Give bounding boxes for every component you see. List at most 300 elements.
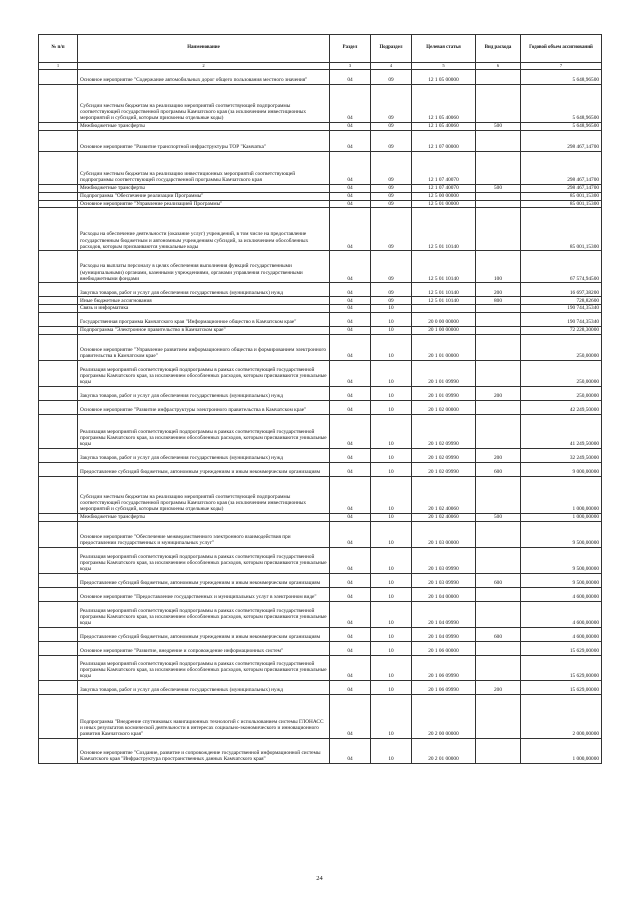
subsection-cell: 10 bbox=[371, 327, 412, 335]
target-article-cell: 20 2 01 00000 bbox=[412, 738, 476, 763]
table-row bbox=[39, 627, 602, 641]
row-number-cell bbox=[39, 334, 78, 360]
section-cell: 04 bbox=[330, 69, 371, 84]
expense-type-cell: 100 bbox=[476, 251, 521, 283]
row-number-cell bbox=[39, 184, 78, 192]
expense-type-cell bbox=[476, 360, 521, 386]
name-cell: Субсидии местным бюджетам на реализацию инвестиционных мероприятий соответствующей подпрограммы соответствующей государственной программы Камчатского края bbox=[78, 151, 330, 184]
table-row bbox=[39, 122, 602, 130]
target-article-cell: 20 1 06 00000 bbox=[412, 641, 476, 655]
table-row bbox=[39, 601, 602, 627]
name-cell: Межбюджетные трансферты bbox=[78, 184, 330, 192]
section-cell: 04 bbox=[330, 655, 371, 680]
column-index: 7 bbox=[521, 62, 602, 69]
target-article-cell: 12 5 01 10140 bbox=[412, 283, 476, 297]
target-article-cell: 20 1 04 00000 bbox=[412, 587, 476, 601]
section-cell: 04 bbox=[330, 641, 371, 655]
amount-cell: 250,00000 bbox=[521, 334, 602, 360]
column-index-row bbox=[39, 62, 602, 69]
target-article-cell: 12 5 00 00000 bbox=[412, 192, 476, 200]
expense-type-cell: 200 bbox=[476, 283, 521, 297]
target-article-cell: 20 0 00 00000 bbox=[412, 313, 476, 327]
table-row bbox=[39, 251, 602, 283]
name-cell: Расходы на выплаты персоналу в целях обеспечения выполнения функций государственными (муниципальными) органами, казенными учреждениями, органами управления государственными внебюджетными фондами bbox=[78, 251, 330, 283]
row-number-cell bbox=[39, 601, 78, 627]
row-number-cell bbox=[39, 680, 78, 694]
amount-cell: 15 629,00000 bbox=[521, 655, 602, 680]
table-row bbox=[39, 476, 602, 513]
subsection-cell: 10 bbox=[371, 313, 412, 327]
section-cell: 04 bbox=[330, 601, 371, 627]
expense-type-cell bbox=[476, 208, 521, 251]
subsection-cell: 10 bbox=[371, 414, 412, 448]
subsection-cell: 09 bbox=[371, 84, 412, 122]
section-cell: 04 bbox=[330, 283, 371, 297]
target-article-cell: 20 1 02 00000 bbox=[412, 400, 476, 414]
row-number-cell bbox=[39, 521, 78, 547]
subsection-cell: 10 bbox=[371, 305, 412, 313]
row-number-cell bbox=[39, 627, 78, 641]
table-row bbox=[39, 334, 602, 360]
table-row bbox=[39, 283, 602, 297]
target-article-cell: 20 1 01 09990 bbox=[412, 386, 476, 400]
section-cell: 04 bbox=[330, 521, 371, 547]
row-number-cell bbox=[39, 327, 78, 335]
table-row bbox=[39, 192, 602, 200]
expense-type-cell: 200 bbox=[476, 680, 521, 694]
name-cell: Государственная программа Камчатского края "Информационное общество в Камчатском крае" bbox=[78, 313, 330, 327]
section-cell: 04 bbox=[330, 327, 371, 335]
table-row bbox=[39, 69, 602, 84]
target-article-cell: 20 1 06 09990 bbox=[412, 655, 476, 680]
name-cell: Закупка товаров, работ и услуг для обеспечения государственных (муниципальных) нужд bbox=[78, 448, 330, 462]
amount-cell: 250,00000 bbox=[521, 386, 602, 400]
expense-type-cell bbox=[476, 84, 521, 122]
row-number-cell bbox=[39, 587, 78, 601]
row-number-cell bbox=[39, 192, 78, 200]
amount-cell: 5 648,96500 bbox=[521, 84, 602, 122]
amount-cell: 298 467,14700 bbox=[521, 130, 602, 151]
target-article-cell: 20 1 06 09990 bbox=[412, 680, 476, 694]
amount-cell: 190 744,35340 bbox=[521, 313, 602, 327]
table-row bbox=[39, 386, 602, 400]
name-cell: Реализация мероприятий соответствующей подпрограммы в рамках соответствующей государственной программы Камчатского края, за исключением обособленных расходов, которым присваиваются уникальные коды bbox=[78, 655, 330, 680]
budget-table bbox=[38, 34, 602, 764]
subsection-cell: 09 bbox=[371, 192, 412, 200]
section-cell: 04 bbox=[330, 547, 371, 573]
name-cell: Иные бюджетные ассигнования bbox=[78, 297, 330, 305]
table-row bbox=[39, 305, 602, 313]
section-cell: 04 bbox=[330, 305, 371, 313]
table-row bbox=[39, 414, 602, 448]
subsection-cell: 10 bbox=[371, 547, 412, 573]
table-row bbox=[39, 694, 602, 738]
subsection-cell: 10 bbox=[371, 521, 412, 547]
row-number-cell bbox=[39, 200, 78, 208]
row-number-cell bbox=[39, 386, 78, 400]
section-cell: 04 bbox=[330, 334, 371, 360]
section-cell: 04 bbox=[330, 627, 371, 641]
target-article-cell: 20 1 04 09990 bbox=[412, 601, 476, 627]
table-row bbox=[39, 680, 602, 694]
name-cell: Межбюджетные трансферты bbox=[78, 122, 330, 130]
target-article-cell: 20 2 00 00000 bbox=[412, 694, 476, 738]
column-index: 2 bbox=[78, 62, 330, 69]
expense-type-cell: 600 bbox=[476, 573, 521, 587]
row-number-cell bbox=[39, 251, 78, 283]
header-cell: Подраздел bbox=[371, 35, 412, 63]
row-number-cell bbox=[39, 573, 78, 587]
subsection-cell: 10 bbox=[371, 655, 412, 680]
expense-type-cell: 600 bbox=[476, 627, 521, 641]
expense-type-cell bbox=[476, 521, 521, 547]
target-article-cell: 20 1 02 40060 bbox=[412, 476, 476, 513]
section-cell: 04 bbox=[330, 122, 371, 130]
table-row bbox=[39, 521, 602, 547]
row-number-cell bbox=[39, 151, 78, 184]
amount-cell: 4 600,00000 bbox=[521, 587, 602, 601]
target-article-cell: 20 1 02 40060 bbox=[412, 513, 476, 521]
target-article-cell: 12 1 05 40060 bbox=[412, 84, 476, 122]
subsection-cell: 10 bbox=[371, 334, 412, 360]
target-article-cell: 20 1 02 09990 bbox=[412, 462, 476, 476]
name-cell: Основное мероприятие "Обеспечение межведомственного электронного взаимодействия при предоставлении государственных и муниципальных услуг" bbox=[78, 521, 330, 547]
name-cell: Основное мероприятие "Развитие инфраструктуры электронного правительства в Камчатском крае" bbox=[78, 400, 330, 414]
document-sheet bbox=[38, 34, 601, 764]
subsection-cell: 10 bbox=[371, 680, 412, 694]
table-row bbox=[39, 130, 602, 151]
name-cell: Расходы на обеспечение деятельности (оказание услуг) учреждений, в том числе на предоставление государственным бюджетным и автономным учреждениям субсидий, за исключением обособленных расходов, которым присваиваются уникальные коды bbox=[78, 208, 330, 251]
section-cell: 04 bbox=[330, 251, 371, 283]
row-number-cell bbox=[39, 360, 78, 386]
amount-cell: 72 228,30000 bbox=[521, 327, 602, 335]
target-article-cell: 20 1 00 00000 bbox=[412, 327, 476, 335]
row-number-cell bbox=[39, 130, 78, 151]
row-number-cell bbox=[39, 297, 78, 305]
subsection-cell: 09 bbox=[371, 251, 412, 283]
expense-type-cell bbox=[476, 476, 521, 513]
amount-cell: 298 467,14700 bbox=[521, 184, 602, 192]
subsection-cell: 09 bbox=[371, 200, 412, 208]
section-cell: 04 bbox=[330, 573, 371, 587]
amount-cell: 67 574,94500 bbox=[521, 251, 602, 283]
section-cell: 04 bbox=[330, 184, 371, 192]
section-cell: 04 bbox=[330, 462, 371, 476]
amount-cell: 85 001,15300 bbox=[521, 192, 602, 200]
column-index: 4 bbox=[371, 62, 412, 69]
target-article-cell: 20 1 03 00000 bbox=[412, 521, 476, 547]
row-number-cell bbox=[39, 641, 78, 655]
expense-type-cell bbox=[476, 601, 521, 627]
section-cell: 04 bbox=[330, 694, 371, 738]
target-article-cell: 12 5 01 10140 bbox=[412, 297, 476, 305]
row-number-cell bbox=[39, 738, 78, 763]
table-row bbox=[39, 573, 602, 587]
column-index: 6 bbox=[476, 62, 521, 69]
section-cell: 04 bbox=[330, 414, 371, 448]
table-row bbox=[39, 327, 602, 335]
amount-cell: 1 000,00000 bbox=[521, 513, 602, 521]
name-cell: Подпрограмма "Внедрение спутниковых навигационных технологий с использованием системы ГЛОНАСС и иных результатов космической деятельности в интересах социально-экономического и инновационного развития Камчатского края" bbox=[78, 694, 330, 738]
subsection-cell: 09 bbox=[371, 151, 412, 184]
amount-cell: 9 500,00000 bbox=[521, 547, 602, 573]
name-cell: Закупка товаров, работ и услуг для обеспечения государственных (муниципальных) нужд bbox=[78, 283, 330, 297]
section-cell: 04 bbox=[330, 297, 371, 305]
row-number-cell bbox=[39, 694, 78, 738]
target-article-cell: 20 1 03 09990 bbox=[412, 573, 476, 587]
name-cell: Подпрограмма "Обеспечение реализации Программы" bbox=[78, 192, 330, 200]
target-article-cell: 12 5 01 10140 bbox=[412, 251, 476, 283]
expense-type-cell bbox=[476, 655, 521, 680]
target-article-cell: 20 1 01 09990 bbox=[412, 360, 476, 386]
column-index: 1 bbox=[39, 62, 78, 69]
expense-type-cell bbox=[476, 192, 521, 200]
header-cell: Наименование bbox=[78, 35, 330, 63]
section-cell: 04 bbox=[330, 208, 371, 251]
section-cell: 04 bbox=[330, 386, 371, 400]
amount-cell: 298 467,14700 bbox=[521, 151, 602, 184]
row-number-cell bbox=[39, 414, 78, 448]
subsection-cell: 09 bbox=[371, 297, 412, 305]
row-number-cell bbox=[39, 122, 78, 130]
subsection-cell: 09 bbox=[371, 208, 412, 251]
target-article-cell bbox=[412, 305, 476, 313]
section-cell: 04 bbox=[330, 313, 371, 327]
amount-cell: 9 500,00000 bbox=[521, 573, 602, 587]
name-cell: Подпрограмма "Электронное правительство в Камчатском крае" bbox=[78, 327, 330, 335]
table-row bbox=[39, 641, 602, 655]
amount-cell: 2 000,00000 bbox=[521, 694, 602, 738]
section-cell: 04 bbox=[330, 680, 371, 694]
table-row bbox=[39, 208, 602, 251]
amount-cell: 15 629,00000 bbox=[521, 680, 602, 694]
table-row bbox=[39, 360, 602, 386]
section-cell: 04 bbox=[330, 587, 371, 601]
expense-type-cell bbox=[476, 313, 521, 327]
name-cell: Предоставление субсидий бюджетным, автономным учреждениям и иным некоммерческим организациям bbox=[78, 462, 330, 476]
expense-type-cell: 800 bbox=[476, 297, 521, 305]
amount-cell: 85 001,15300 bbox=[521, 200, 602, 208]
name-cell: Основное мероприятие "Управление развитием информационного общества и формированием электронного правительства в Камчатском крае" bbox=[78, 334, 330, 360]
expense-type-cell bbox=[476, 130, 521, 151]
header-cell: Годовой объем ассигнований bbox=[521, 35, 602, 63]
table-row bbox=[39, 313, 602, 327]
table-row bbox=[39, 738, 602, 763]
expense-type-cell bbox=[476, 200, 521, 208]
header-cell: № п/п bbox=[39, 35, 78, 63]
expense-type-cell: 600 bbox=[476, 462, 521, 476]
expense-type-cell bbox=[476, 738, 521, 763]
subsection-cell: 10 bbox=[371, 386, 412, 400]
expense-type-cell bbox=[476, 69, 521, 84]
row-number-cell bbox=[39, 547, 78, 573]
section-cell: 04 bbox=[330, 200, 371, 208]
name-cell: Предоставление субсидий бюджетным, автономным учреждениям и иным некоммерческим организациям bbox=[78, 573, 330, 587]
header-cell: Вид расхода bbox=[476, 35, 521, 63]
target-article-cell: 20 1 03 09990 bbox=[412, 547, 476, 573]
amount-cell: 9 500,00000 bbox=[521, 521, 602, 547]
amount-cell: 32 249,50000 bbox=[521, 448, 602, 462]
subsection-cell: 10 bbox=[371, 360, 412, 386]
target-article-cell: 20 1 01 00000 bbox=[412, 334, 476, 360]
amount-cell: 190 744,35340 bbox=[521, 305, 602, 313]
expense-type-cell bbox=[476, 547, 521, 573]
table-row bbox=[39, 200, 602, 208]
row-number-cell bbox=[39, 448, 78, 462]
subsection-cell: 10 bbox=[371, 694, 412, 738]
table-body bbox=[39, 69, 602, 763]
amount-cell: 9 000,00000 bbox=[521, 462, 602, 476]
row-number-cell bbox=[39, 84, 78, 122]
amount-cell: 1 000,00000 bbox=[521, 476, 602, 513]
table-row bbox=[39, 297, 602, 305]
amount-cell: 4 600,00000 bbox=[521, 627, 602, 641]
subsection-cell: 10 bbox=[371, 476, 412, 513]
name-cell: Основное мероприятие "Развитие, внедрение и сопровождение информационных систем" bbox=[78, 641, 330, 655]
subsection-cell: 10 bbox=[371, 573, 412, 587]
target-article-cell: 12 1 05 40060 bbox=[412, 122, 476, 130]
amount-cell: 42 249,50000 bbox=[521, 400, 602, 414]
table-row bbox=[39, 448, 602, 462]
amount-cell: 15 629,00000 bbox=[521, 641, 602, 655]
row-number-cell bbox=[39, 313, 78, 327]
row-number-cell bbox=[39, 655, 78, 680]
amount-cell: 250,00000 bbox=[521, 360, 602, 386]
expense-type-cell bbox=[476, 414, 521, 448]
section-cell: 04 bbox=[330, 738, 371, 763]
section-cell: 04 bbox=[330, 151, 371, 184]
name-cell: Связь и информатика bbox=[78, 305, 330, 313]
row-number-cell bbox=[39, 513, 78, 521]
target-article-cell: 12 1 07 40070 bbox=[412, 184, 476, 192]
section-cell: 04 bbox=[330, 130, 371, 151]
name-cell: Межбюджетные трансферты bbox=[78, 513, 330, 521]
table-row bbox=[39, 655, 602, 680]
row-number-cell bbox=[39, 476, 78, 513]
table-row bbox=[39, 547, 602, 573]
table-row bbox=[39, 84, 602, 122]
target-article-cell: 12 5 01 00000 bbox=[412, 200, 476, 208]
row-number-cell bbox=[39, 69, 78, 84]
table-row bbox=[39, 513, 602, 521]
header-cell: Раздел bbox=[330, 35, 371, 63]
table-row bbox=[39, 462, 602, 476]
amount-cell: 4 600,00000 bbox=[521, 601, 602, 627]
name-cell: Реализация мероприятий соответствующей подпрограммы в рамках соответствующей государственной программы Камчатского края, за исключением обособленных расходов, которым присваиваются уникальные коды bbox=[78, 547, 330, 573]
amount-cell: 5 648,96500 bbox=[521, 122, 602, 130]
target-article-cell: 20 1 04 09990 bbox=[412, 627, 476, 641]
name-cell: Основное мероприятие "Создание, развитие и сопровождение государственной информационной системы Камчатского края "Инфраструктура пространственных данных Камчатского края" bbox=[78, 738, 330, 763]
row-number-cell bbox=[39, 400, 78, 414]
name-cell: Основное мероприятие "Развитие транспортной инфраструктуры ТОР "Камчатка" bbox=[78, 130, 330, 151]
expense-type-cell: 500 bbox=[476, 122, 521, 130]
amount-cell: 85 001,15300 bbox=[521, 208, 602, 251]
column-index: 5 bbox=[412, 62, 476, 69]
amount-cell: 16 697,38200 bbox=[521, 283, 602, 297]
name-cell: Субсидии местным бюджетам на реализацию мероприятий соответствующей подпрограммы соответствующей государственной программы Камчатского края (за исключением инвестиционных мероприятий и субсидий, которым присвоены отдельные коды) bbox=[78, 476, 330, 513]
subsection-cell: 10 bbox=[371, 448, 412, 462]
name-cell: Основное мероприятие "Управление реализацией Программы" bbox=[78, 200, 330, 208]
expense-type-cell: 500 bbox=[476, 184, 521, 192]
target-article-cell: 12 1 05 00000 bbox=[412, 69, 476, 84]
expense-type-cell: 200 bbox=[476, 448, 521, 462]
name-cell: Закупка товаров, работ и услуг для обеспечения государственных (муниципальных) нужд bbox=[78, 386, 330, 400]
amount-cell: 728,82600 bbox=[521, 297, 602, 305]
name-cell: Субсидии местным бюджетам на реализацию мероприятий соответствующей подпрограммы соответствующей государственной программы Камчатского края (за исключением инвестиционных мероприятий и субсидий, которым присвоены отдельные коды) bbox=[78, 84, 330, 122]
expense-type-cell bbox=[476, 151, 521, 184]
row-number-cell bbox=[39, 462, 78, 476]
expense-type-cell bbox=[476, 327, 521, 335]
expense-type-cell: 200 bbox=[476, 386, 521, 400]
row-number-cell bbox=[39, 208, 78, 251]
target-article-cell: 12 1 07 00000 bbox=[412, 130, 476, 151]
column-index: 3 bbox=[330, 62, 371, 69]
target-article-cell: 12 1 07 40070 bbox=[412, 151, 476, 184]
name-cell: Реализация мероприятий соответствующей подпрограммы в рамках соответствующей государственной программы Камчатского края, за исключением обособленных расходов, которым присваиваются уникальные коды bbox=[78, 601, 330, 627]
target-article-cell: 20 1 02 09990 bbox=[412, 414, 476, 448]
amount-cell: 41 249,50000 bbox=[521, 414, 602, 448]
table-row bbox=[39, 587, 602, 601]
name-cell: Реализация мероприятий соответствующей подпрограммы в рамках соответствующей государственной программы Камчатского края, за исключением обособленных расходов, которым присваиваются уникальные коды bbox=[78, 414, 330, 448]
subsection-cell: 09 bbox=[371, 69, 412, 84]
name-cell: Основное мероприятие "Содержание автомобильных дорог общего пользования местного значения" bbox=[78, 69, 330, 84]
subsection-cell: 09 bbox=[371, 130, 412, 151]
section-cell: 04 bbox=[330, 360, 371, 386]
amount-cell: 5 648,96500 bbox=[521, 69, 602, 84]
name-cell: Реализация мероприятий соответствующей подпрограммы в рамках соответствующей государственной программы Камчатского края, за исключением обособленных расходов, которым присваиваются уникальные коды bbox=[78, 360, 330, 386]
subsection-cell: 09 bbox=[371, 184, 412, 192]
row-number-cell bbox=[39, 283, 78, 297]
expense-type-cell bbox=[476, 587, 521, 601]
table-row bbox=[39, 400, 602, 414]
section-cell: 04 bbox=[330, 476, 371, 513]
subsection-cell: 09 bbox=[371, 283, 412, 297]
expense-type-cell bbox=[476, 641, 521, 655]
subsection-cell: 09 bbox=[371, 122, 412, 130]
expense-type-cell bbox=[476, 305, 521, 313]
section-cell: 04 bbox=[330, 400, 371, 414]
expense-type-cell bbox=[476, 400, 521, 414]
section-cell: 04 bbox=[330, 192, 371, 200]
subsection-cell: 10 bbox=[371, 462, 412, 476]
subsection-cell: 10 bbox=[371, 400, 412, 414]
name-cell: Основное мероприятие "Предоставление государственных и муниципальных услуг в электронном виде" bbox=[78, 587, 330, 601]
subsection-cell: 10 bbox=[371, 601, 412, 627]
expense-type-cell bbox=[476, 694, 521, 738]
header-cell: Целевая статья bbox=[412, 35, 476, 63]
table-row bbox=[39, 184, 602, 192]
subsection-cell: 10 bbox=[371, 627, 412, 641]
subsection-cell: 10 bbox=[371, 738, 412, 763]
page-number: 24 bbox=[316, 875, 323, 882]
section-cell: 04 bbox=[330, 448, 371, 462]
subsection-cell: 10 bbox=[371, 641, 412, 655]
expense-type-cell: 500 bbox=[476, 513, 521, 521]
header-row bbox=[39, 35, 602, 63]
row-number-cell bbox=[39, 305, 78, 313]
target-article-cell: 20 1 02 09990 bbox=[412, 448, 476, 462]
target-article-cell: 12 5 01 10140 bbox=[412, 208, 476, 251]
name-cell: Закупка товаров, работ и услуг для обеспечения государственных (муниципальных) нужд bbox=[78, 680, 330, 694]
name-cell: Предоставление субсидий бюджетным, автономным учреждениям и иным некоммерческим организациям bbox=[78, 627, 330, 641]
expense-type-cell bbox=[476, 334, 521, 360]
table-row bbox=[39, 151, 602, 184]
amount-cell: 1 000,00000 bbox=[521, 738, 602, 763]
section-cell: 04 bbox=[330, 513, 371, 521]
subsection-cell: 10 bbox=[371, 587, 412, 601]
section-cell: 04 bbox=[330, 84, 371, 122]
subsection-cell: 10 bbox=[371, 513, 412, 521]
